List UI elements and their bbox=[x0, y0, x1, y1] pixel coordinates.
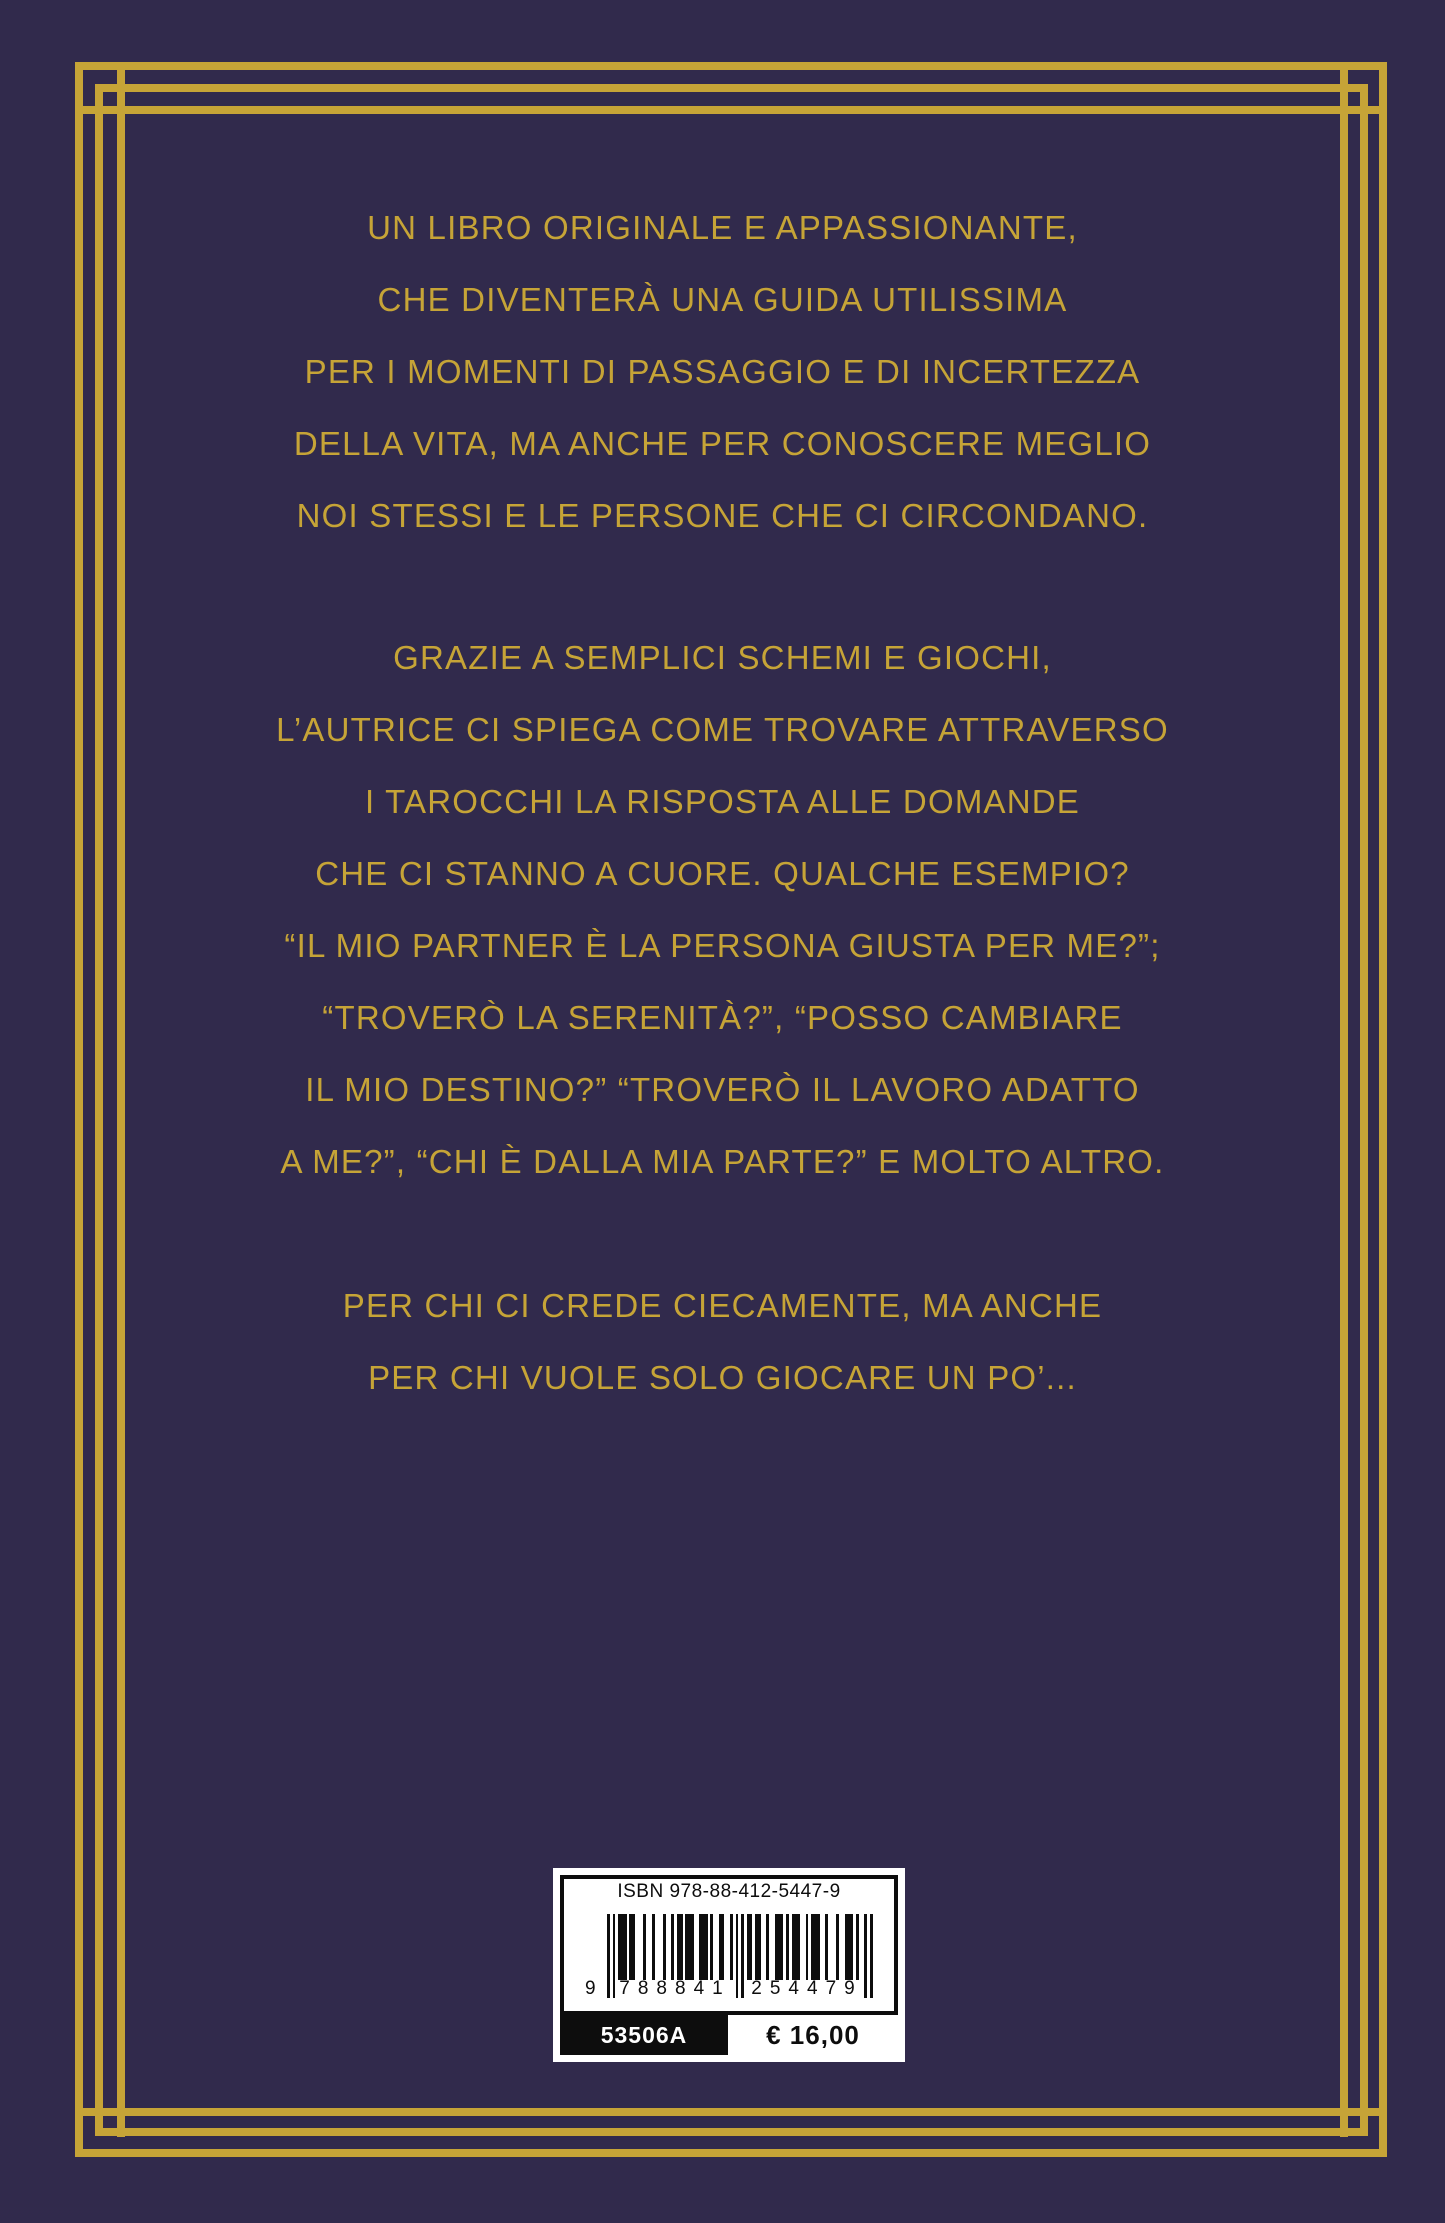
blurb-line: I TAROCCHI LA RISPOSTA ALLE DOMANDE bbox=[364, 783, 1081, 820]
isbn-label: ISBN 978-88-412-5447-9 bbox=[617, 1881, 841, 1902]
blurb-line: IL MIO DESTINO?” “TROVERÒ IL LAVORO ADATTO bbox=[305, 1071, 1140, 1108]
ean-digits-left: 788841 bbox=[619, 1978, 731, 1999]
blurb-line: PER CHI CI CREDE CIECAMENTE, MA ANCHE bbox=[342, 1287, 1103, 1324]
ean-digit-first: 9 bbox=[585, 1978, 596, 1999]
ean-barcode bbox=[585, 1914, 873, 2000]
blurb-line: DELLA VITA, MA ANCHE PER CONOSCERE MEGLIO bbox=[293, 425, 1152, 462]
blurb-line: CHE DIVENTERÀ UNA GUIDA UTILISSIMA bbox=[377, 281, 1068, 318]
blurb-line: PER CHI VUOLE SOLO GIOCARE UN PO’... bbox=[368, 1359, 1077, 1396]
blurb-line: PER I MOMENTI DI PASSAGGIO E DI INCERTEZZA bbox=[304, 353, 1141, 390]
blurb-paragraph-2 bbox=[0, 622, 1445, 1198]
price-cell: € 16,00 bbox=[728, 2015, 898, 2055]
blurb-paragraph-3 bbox=[0, 1270, 1445, 1414]
publisher-code-cell: 53506A bbox=[560, 2015, 728, 2055]
blurb-line: “IL MIO PARTNER È LA PERSONA GIUSTA PER ME?”; bbox=[284, 927, 1161, 964]
frame-top-inner-line bbox=[75, 106, 1387, 114]
price-row bbox=[560, 2011, 898, 2055]
blurb-line: UN LIBRO ORIGINALE E APPASSIONANTE, bbox=[367, 209, 1078, 246]
barcode-block bbox=[553, 1868, 905, 2062]
blurb-line: A ME?”, “CHI È DALLA MIA PARTE?” E MOLTO ALTRO. bbox=[280, 1143, 1165, 1180]
blurb-line: GRAZIE A SEMPLICI SCHEMI E GIOCHI, bbox=[393, 639, 1052, 676]
blurb-line: L’AUTRICE CI SPIEGA COME TROVARE ATTRAVERSO bbox=[276, 711, 1169, 748]
blurb-line: CHE CI STANNO A CUORE. QUALCHE ESEMPIO? bbox=[315, 855, 1130, 892]
ean-digits-right: 254479 bbox=[751, 1978, 863, 1999]
blurb-paragraph-1 bbox=[0, 192, 1445, 552]
blurb-line: “TROVERÒ LA SERENITÀ?”, “POSSO CAMBIARE bbox=[322, 999, 1123, 1036]
frame-bottom-inner-line bbox=[75, 2108, 1387, 2116]
blurb-line: NOI STESSI E LE PERSONE CHE CI CIRCONDANO. bbox=[296, 497, 1149, 534]
